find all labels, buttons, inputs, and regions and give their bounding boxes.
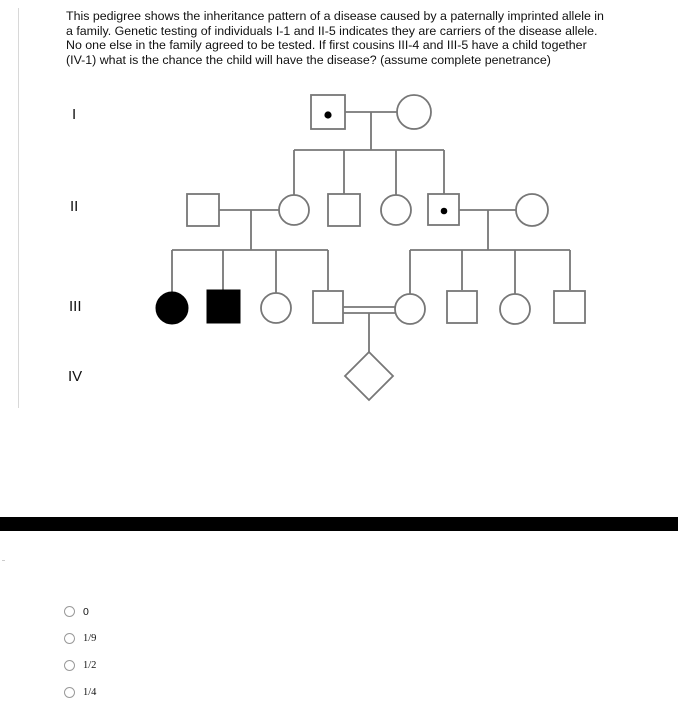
radio-button-option-3[interactable] [64,660,75,671]
carrier-dot-i-1 [324,111,331,118]
radio-button-option-4[interactable] [64,687,75,698]
option-label-2: 1/9 [83,633,97,644]
left-margin-mark [2,560,5,561]
generation-label-ii: II [70,198,79,215]
answer-option-1[interactable] [64,598,96,625]
individual-iii-3-female [261,293,291,323]
answer-options [64,598,96,706]
generation-label-iii: III [69,298,82,315]
answer-option-3[interactable] [64,652,96,679]
individual-iii-5-female [395,294,425,324]
carrier-dot-ii-5 [441,208,448,215]
individual-iv-1-unknown-sex [345,352,393,400]
individual-iii-4-male [313,291,343,323]
generation-label-i: I [72,106,77,123]
individual-iii-8-male [554,291,585,323]
option-label-3: 1/2 [83,660,97,671]
option-label-4: 1/4 [83,687,97,698]
individual-iii-1-affected-female [156,292,188,324]
individual-i-2-female [397,95,431,129]
individual-ii-1-male [187,194,219,226]
question-text: This pedigree shows the inheritance pattern of a disease caused by a paternally imprinted allele in a family. Genetic testing of individuals I-1 and II-5 indicates they are carriers of the disease allele. No one else in the family agreed to be tested. If first cousins III-4 and III-5 have a child together (IV-1) what is the chance the child will have the disease? (assume complete penetrance) [66,9,604,67]
individual-ii-3-male [328,194,360,226]
radio-button-option-1[interactable] [64,606,75,617]
individual-ii-4-female [381,195,411,225]
option-label-1: 0 [83,605,89,618]
answer-option-2[interactable] [64,625,96,652]
radio-button-option-2[interactable] [64,633,75,644]
generation-label-iv: IV [68,368,83,385]
individual-ii-6-female [516,194,548,226]
answer-option-4[interactable] [64,679,96,706]
individual-ii-2-female [279,195,309,225]
black-divider-bar [0,517,678,531]
individual-iii-6-male [447,291,477,323]
individual-iii-7-female [500,294,530,324]
individual-iii-2-affected-male [207,290,240,323]
